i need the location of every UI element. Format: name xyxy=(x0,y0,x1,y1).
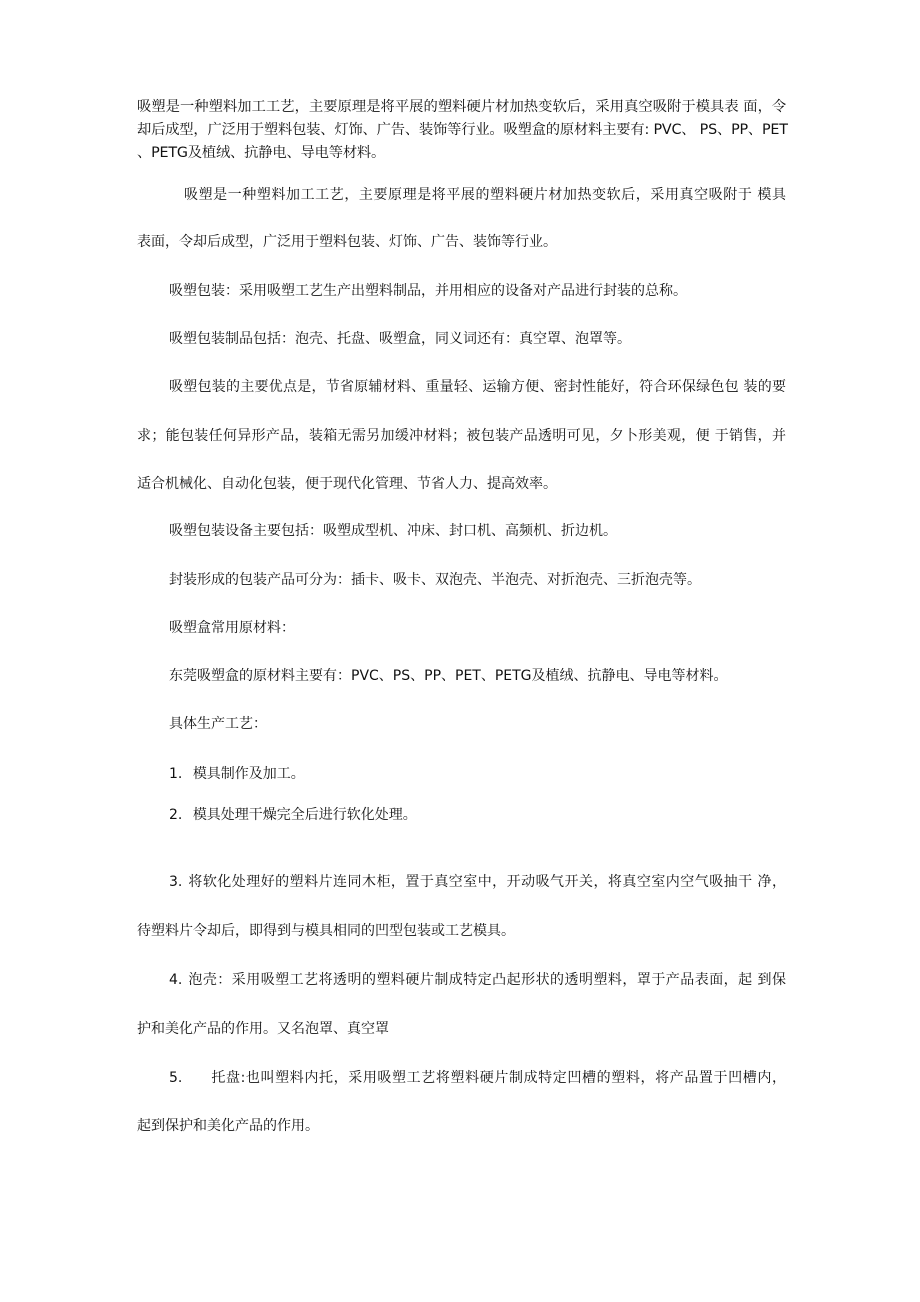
paragraph-4-line-2: 求；能包装任何异形产品，装箱无需另加缓冲材料；被包装产品透明可见，夕卜形美观，便 于销售，并 xyxy=(137,428,786,444)
step-number: 2. xyxy=(169,807,183,823)
step-4-line-2: 护和美化产品的作用。又名泡罩、真空罩 xyxy=(137,1021,389,1037)
paragraph-1-line-1: 吸塑是一种塑料加工工艺，主要原理是将平展的塑料硬片材加热变软后，采用真空吸附于 模具 xyxy=(184,187,786,203)
step-text: 模具制作及加工。 xyxy=(192,766,305,782)
paragraph-9: 具体生产工艺： xyxy=(169,716,267,732)
step-number: 4. xyxy=(169,972,183,988)
paragraph-6: 封装形成的包装产品可分为：插卡、吸卡、双泡壳、半泡壳、对折泡壳、三折泡壳等。 xyxy=(169,572,701,588)
paragraph-4-line-3: 适合机械化、自动化包装，便于现代化管理、节省人力、提高效率。 xyxy=(137,476,557,492)
step-number: 1. xyxy=(169,766,183,782)
step-3-line-1 xyxy=(169,873,786,891)
intro-line-2: 却后成型，广泛用于塑料包装、灯饰、广告、装饰等行业。吸塑盒的原材料主要有: PVC、 PS、PP、PET xyxy=(137,122,788,138)
step-3-line-2: 待塑料片令却后，即得到与模具相同的凹型包装或工艺模具。 xyxy=(137,923,515,939)
intro-line-3: 、PETG及植绒、抗静电、导电等材料。 xyxy=(137,145,386,161)
step-2 xyxy=(169,806,417,824)
paragraph-4-line-1: 吸塑包装的主要优点是，节省原辅材料、重量轻、运输方便、密封性能好，符合环保绿色包 装的要 xyxy=(169,379,786,395)
paragraph-3: 吸塑包装制品包括：泡壳、托盘、吸塑盒，同义词还有：真空罩、泡罩等。 xyxy=(169,331,631,347)
step-4-line-1 xyxy=(169,971,786,989)
step-text: 模具处理干燥完全后进行软化处理。 xyxy=(192,807,417,823)
step-text: 将软化处理好的塑料片连同木柜，置于真空室中，开动吸气开关，将真空室内空气吸抽干 净， xyxy=(188,874,786,890)
step-5-line-1 xyxy=(169,1069,786,1087)
step-5-line-2: 起到保护和美化产品的作用。 xyxy=(137,1118,319,1134)
step-number: 3. xyxy=(169,874,183,890)
step-number: 5. xyxy=(169,1070,183,1086)
step-text: 托盘:也叫塑料内托，采用吸塑工艺将塑料硬片制成特定凹槽的塑料，将产品置于凹槽内， xyxy=(211,1070,786,1086)
paragraph-1-line-2: 表面，令却后成型，广泛用于塑料包装、灯饰、广告、装饰等行业。 xyxy=(137,234,557,250)
step-1 xyxy=(169,765,305,783)
paragraph-8: 东莞吸塑盒的原材料主要有：PVC、PS、PP、PET、PETG及植绒、抗静电、导电等材料。 xyxy=(169,668,728,684)
paragraph-2: 吸塑包装：采用吸塑工艺生产出塑料制品，并用相应的设备对产品进行封装的总称。 xyxy=(169,283,687,299)
paragraph-7: 吸塑盒常用原材料： xyxy=(169,620,295,636)
intro-line-1: 吸塑是一种塑料加工工艺，主要原理是将平展的塑料硬片材加热变软后，采用真空吸附于模具表 面，令 xyxy=(137,99,786,115)
paragraph-5: 吸塑包装设备主要包括：吸塑成型机、冲床、封口机、高频机、折边机。 xyxy=(169,523,617,539)
step-text: 泡壳：采用吸塑工艺将透明的塑料硬片制成特定凸起形状的透明塑料，罩于产品表面，起 到保 xyxy=(188,972,786,988)
